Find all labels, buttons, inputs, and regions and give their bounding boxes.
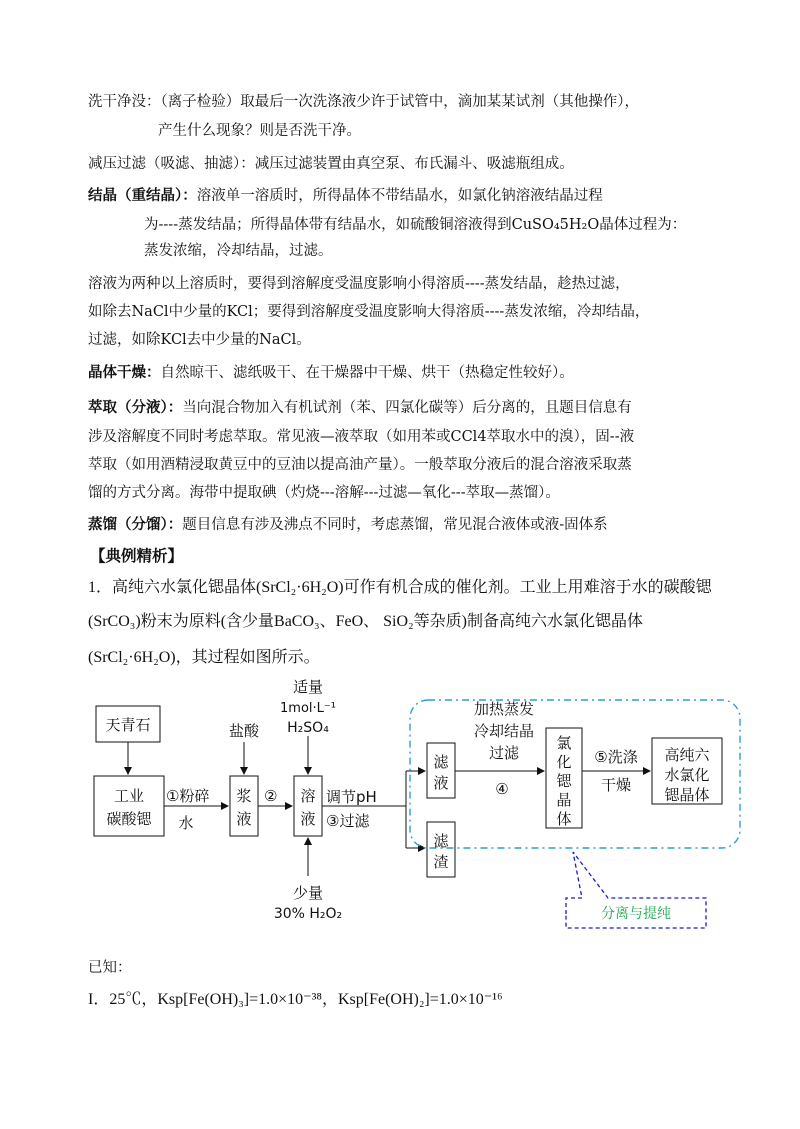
label-product-2: 水氯化: [664, 766, 710, 784]
label-crystal-2: 化: [556, 753, 572, 771]
para-wash-check-1: 洗干净没：（离子检验）取最后一次洗涤液少许于试管中，滴加某某试剂（其他操作），: [88, 94, 639, 110]
para-multi-solute-3: 过滤，如除KCl去中少量的NaCl。: [88, 332, 311, 348]
label-step1: ①粉碎: [166, 787, 210, 805]
label-reagent-top-1: 适量: [292, 678, 324, 696]
label-reagent-bottom-2: 30% H₂O₂: [273, 906, 343, 922]
label-crystal-5: 体: [556, 810, 572, 828]
para-crystallization-1: [88, 186, 603, 206]
para-distillation: 蒸馏（分馏）：题目信息有涉及沸点不同时，考虑蒸馏，常见混合液体或液-固体系: [88, 517, 608, 533]
label-heat-1: 加热蒸发: [473, 700, 535, 718]
label-celestite: 天青石: [105, 716, 151, 734]
label-residue-2: 渣: [433, 853, 449, 871]
heading-crystallization: 结晶（重结晶）：: [88, 188, 197, 204]
para-crystallization-text: 溶液单一溶质时，所得晶体不带结晶水，如氯化钠溶液结晶过程: [196, 188, 603, 204]
heading-drying: 晶体干燥：: [88, 365, 161, 381]
label-callout: 分离与提纯: [601, 906, 671, 922]
label-hcl: 盐酸: [228, 722, 260, 740]
label-residue-1: 滤: [433, 832, 449, 850]
label-slurry-2: 液: [236, 810, 252, 828]
heading-distillation: 蒸馏（分馏）：: [88, 517, 183, 533]
label-industrial-2: 碳酸锶: [106, 810, 152, 828]
heading-extraction: 萃取（分液）：: [88, 400, 183, 416]
label-water: 水: [178, 814, 194, 832]
known-label: 已知：: [88, 960, 132, 976]
label-dry: 干燥: [600, 776, 632, 794]
para-vacuum-filtration: 减压过滤（吸滤、抽滤）：减压过滤装置由真空泵、布氏漏斗、吸滤瓶组成。: [88, 156, 574, 172]
label-crystal-4: 晶: [556, 791, 572, 809]
label-filtrate-2: 液: [433, 774, 449, 792]
label-product-1: 高纯六: [664, 746, 710, 764]
label-solution-1: 溶: [300, 787, 316, 805]
label-adjust-ph: 调节pH: [326, 788, 377, 806]
label-slurry-1: 浆: [236, 787, 252, 805]
para-wash-check-2: 产生什么现象？则是否洗干净。: [158, 123, 361, 139]
label-step5: ⑤洗涤: [594, 748, 638, 766]
process-flow-diagram: [88, 676, 748, 946]
para-extraction-4: 馏的方式分离。海带中提取碘（灼烧---溶解---过滤—氧化---萃取—蒸馏）。: [88, 485, 560, 501]
known-item-1: I．25℃，Ksp[Fe(OH)₃]=1.0×10⁻³⁸，Ksp[Fe(OH)₂]=1.0×10⁻¹⁶: [88, 991, 503, 1008]
question-1-line-3: (SrCl₂·6H₂O)，其过程如图所示。: [88, 649, 320, 666]
para-crystallization-3: 蒸发浓缩，冷却结晶，过滤。: [144, 243, 333, 259]
label-reagent-bottom-1: 少量: [292, 884, 324, 902]
para-crystallization-2: 为----蒸发结晶；所得晶体带有结晶水，如硫酸铜溶液得到CuSO₄5H₂O晶体过程为：: [144, 217, 687, 233]
label-step3: ③过滤: [326, 812, 370, 830]
label-heat-3: 过滤: [488, 744, 520, 762]
label-step4: ④: [495, 780, 509, 798]
label-crystal-1: 氯: [556, 734, 572, 752]
para-multi-solute-2: 如除去NaCl中少量的KCl；要得到溶解度受温度影响大得溶质----蒸发浓缩，冷却结晶，: [88, 304, 650, 320]
label-crystal-3: 锶: [556, 772, 572, 790]
label-reagent-top-2: 1mol·L⁻¹: [280, 701, 336, 716]
para-extraction-3: 萃取（如用酒精浸取黄豆中的豆油以提高油产量）。一般萃取分液后的混合溶液采取蒸: [88, 457, 632, 473]
label-step2: ②: [264, 787, 278, 805]
section-heading: 【典例精析】: [90, 547, 184, 565]
question-1-line-2: (SrCO₃)粉末为原料(含少量BaCO₃、FeO、 SiO₂等杂质)制备高纯六水氯化锶晶体: [88, 613, 643, 630]
label-heat-2: 冷却结晶: [473, 722, 535, 740]
label-filtrate-1: 滤: [433, 753, 449, 771]
question-1-line-1: 1．高纯六水氯化锶晶体(SrCl₂·6H₂O)可作有机合成的催化剂。工业上用难溶于水的碳酸锶: [88, 579, 712, 596]
para-drying: 晶体干燥：自然晾干、滤纸吸干、在干燥器中干燥、烘干（热稳定性较好）。: [88, 365, 574, 381]
label-product-3: 锶晶体: [664, 786, 710, 804]
para-extraction-2: 涉及溶解度不同时考虑萃取。常见液—液萃取（如用苯或CCl4萃取水中的溴），固--液: [88, 429, 635, 445]
para-multi-solute-1: 溶液为两种以上溶质时，要得到溶解度受温度影响小得溶质----蒸发结晶，趁热过滤，: [88, 276, 630, 292]
label-reagent-top-3: H₂SO₄: [287, 720, 329, 736]
para-extraction-1: 萃取（分液）：当向混合物加入有机试剂（苯、四氯化碳等）后分离的，且题目信息有: [88, 400, 632, 416]
label-industrial-1: 工业: [113, 787, 145, 805]
label-solution-2: 液: [300, 810, 316, 828]
